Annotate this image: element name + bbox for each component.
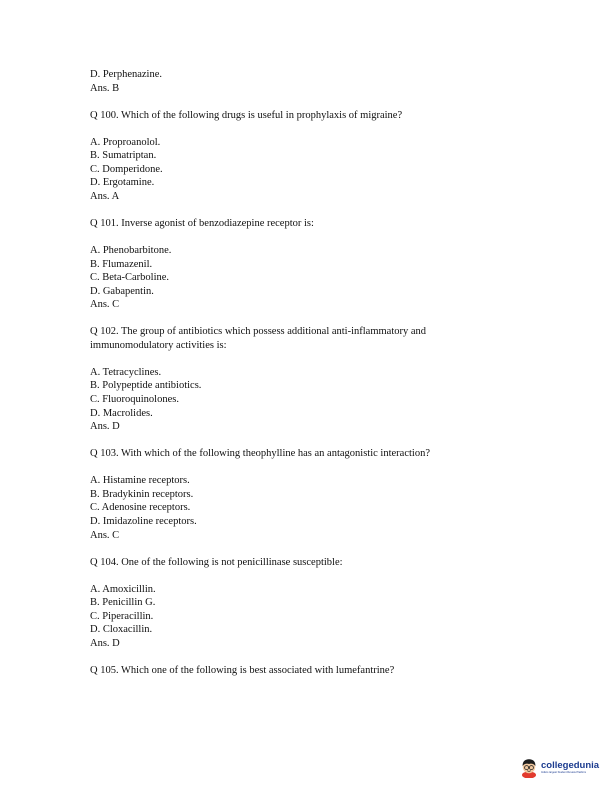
prev-answer: Ans. B [90, 82, 120, 94]
question-text: Q 100. Which of the following drugs is useful in prophylaxis of migraine? [90, 109, 403, 121]
mascot-face-icon [520, 758, 538, 778]
question-text: Q 105. Which one of the following is best associated with lumefantrine? [90, 664, 395, 676]
question-text: Q 101. Inverse agonist of benzodiazepine receptor is: [90, 217, 314, 229]
question-105 [90, 664, 550, 678]
option-c: C. Beta-Carboline. [90, 272, 170, 284]
option-a: A. Proproanolol. [90, 136, 161, 148]
answer: Ans. C [90, 529, 120, 541]
option-b: B. Bradykinin receptors. [90, 488, 194, 500]
option-a: A. Amoxicillin. [90, 583, 156, 595]
question-103 [90, 447, 550, 542]
question-101 [90, 217, 550, 312]
brand-name: collegedunia [541, 760, 600, 771]
option-c: C. Fluoroquinolones. [90, 394, 179, 406]
option-b: B. Sumatriptan. [90, 150, 157, 162]
option-b: B. Penicillin G. [90, 597, 156, 609]
option-b: B. Polypeptide antibiotics. [90, 380, 202, 392]
answer: Ans. C [90, 299, 120, 311]
option-d: D. Ergotamine. [90, 177, 155, 189]
option-d: D. Macrolides. [90, 407, 153, 419]
question-text: Q 104. One of the following is not penicillinase susceptible: [90, 556, 343, 568]
option-d: D. Imidazoline receptors. [90, 515, 197, 527]
option-b: B. Flumazenil. [90, 258, 153, 270]
option-a: A. Tetracyclines. [90, 366, 162, 378]
collegedunia-logo [520, 758, 599, 778]
option-c: C. Adenosine receptors. [90, 502, 191, 514]
question-104 [90, 556, 550, 651]
option-a: A. Histamine receptors. [90, 475, 190, 487]
option-a: A. Phenobarbitone. [90, 244, 172, 256]
document-content [90, 68, 550, 677]
option-c: C. Domperidone. [90, 163, 163, 175]
option-c: C. Piperacillin. [90, 610, 154, 622]
answer: Ans. D [90, 421, 120, 433]
answer: Ans. A [90, 190, 120, 202]
prev-option-d: D. Perphenazine. [90, 69, 163, 80]
answer: Ans. D [90, 637, 120, 649]
question-text-line-1: Q 102. The group of antibiotics which possess additional anti-inflammatory and [90, 326, 427, 338]
option-d: D. Cloxacillin. [90, 624, 153, 636]
question-102 [90, 325, 550, 434]
question-text: Q 103. With which of the following theophylline has an antagonistic interaction? [90, 448, 430, 460]
question-text-line-2: immunomodulatory activities is: [90, 339, 227, 351]
brand-tagline: India's largest Student Review Platform [541, 771, 587, 774]
question-100 [90, 109, 550, 204]
option-d: D. Gabapentin. [90, 285, 154, 297]
